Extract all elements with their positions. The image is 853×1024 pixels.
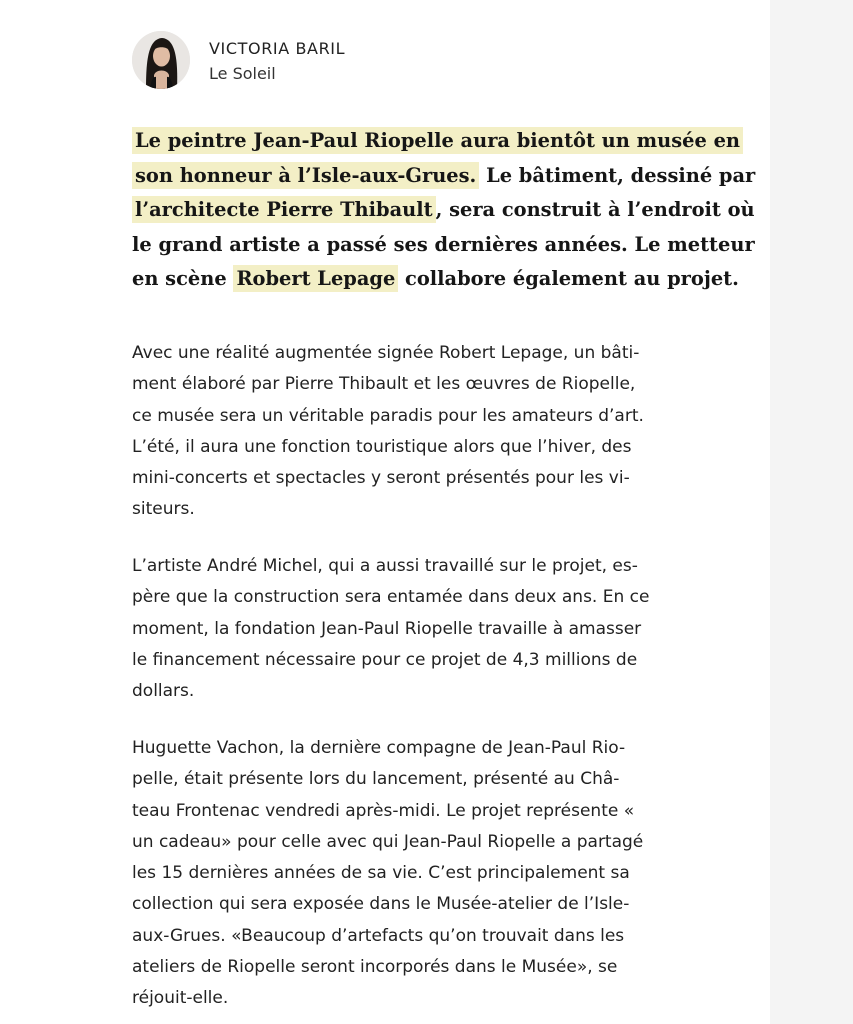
paragraph-line: aux-Grues. «Beaucoup d’artefacts qu’on trouvait dans les <box>132 925 625 946</box>
lead-line <box>132 159 762 194</box>
paragraph-line: dollars. <box>132 681 195 702</box>
paragraph-line: collection qui sera exposée dans le Musée-atelier de l’Isle- <box>132 894 630 915</box>
article-paragraph-3 <box>132 733 742 1015</box>
highlighted-text: l’architecte Pierre Thibault <box>132 196 436 223</box>
article-paragraph-1 <box>132 338 742 526</box>
paragraph-line: teau Frontenac vendredi après-midi. Le projet représente « <box>132 800 635 821</box>
paragraph-line: un cadeau» pour celle avec qui Jean-Paul Riopelle a partagé <box>132 831 644 852</box>
lead-text: collabore également au projet. <box>398 267 739 290</box>
paragraph-line: ateliers de Riopelle seront incorporés dans le Musée», se <box>132 957 618 978</box>
lead-line <box>132 228 762 263</box>
paragraph-line: père que la construction sera entamée dans deux ans. En ce <box>132 587 650 608</box>
page-side-strip <box>770 0 853 1024</box>
author-avatar <box>132 31 190 89</box>
lead-text: en scène <box>132 267 234 290</box>
article-lead <box>132 124 762 297</box>
paragraph-line: Avec une réalité augmentée signée Robert Lepage, un bâti- <box>132 343 640 363</box>
paragraph-line: mini-concerts et spectacles y seront présentés pour les vi- <box>132 468 630 489</box>
paragraph-line: ce musée sera un véritable paradis pour les amateurs d’art. <box>132 405 644 426</box>
paragraph-line: L’artiste André Michel, qui a aussi travaillé sur le projet, es- <box>132 556 638 576</box>
paragraph-line: les 15 dernières années de sa vie. C’est principalement sa <box>132 863 630 884</box>
paragraph-line: le financement nécessaire pour ce projet de 4,3 millions de <box>132 649 638 670</box>
lead-text: Le bâtiment, dessiné par <box>479 163 756 187</box>
lead-line <box>132 193 762 228</box>
author-outlet[interactable]: Le Soleil <box>209 64 276 83</box>
author-byline <box>132 31 532 91</box>
paragraph-line: pelle, était présente lors du lancement, présenté au Châ- <box>132 769 620 790</box>
lead-text: , sera construit à l’endroit où <box>435 198 755 221</box>
lead-line <box>132 124 762 159</box>
lead-text: le grand artiste a passé ses dernières années. Le metteur <box>132 232 755 256</box>
author-photo <box>132 31 190 89</box>
author-name[interactable]: VICTORIA BARIL <box>209 39 346 58</box>
paragraph-line: siteurs. <box>132 499 195 520</box>
lead-line <box>132 262 762 297</box>
paragraph-line: L’été, il aura une fonction touristique alors que l’hiver, des <box>132 436 632 457</box>
highlighted-text: Le peintre Jean-Paul Riopelle aura bientôt un musée en <box>132 127 743 154</box>
paragraph-line: Huguette Vachon, la dernière compagne de Jean-Paul Rio- <box>132 738 626 758</box>
paragraph-line: réjouit-elle. <box>132 988 229 1009</box>
article-paragraph-2 <box>132 551 742 707</box>
highlighted-text: son honneur à l’Isle-aux-Grues. <box>132 162 479 189</box>
paragraph-line: moment, la fondation Jean-Paul Riopelle travaille à amasser <box>132 618 642 639</box>
highlighted-text: Robert Lepage <box>233 265 398 292</box>
paragraph-line: ment élaboré par Pierre Thibault et les œuvres de Riopelle, <box>132 374 636 395</box>
